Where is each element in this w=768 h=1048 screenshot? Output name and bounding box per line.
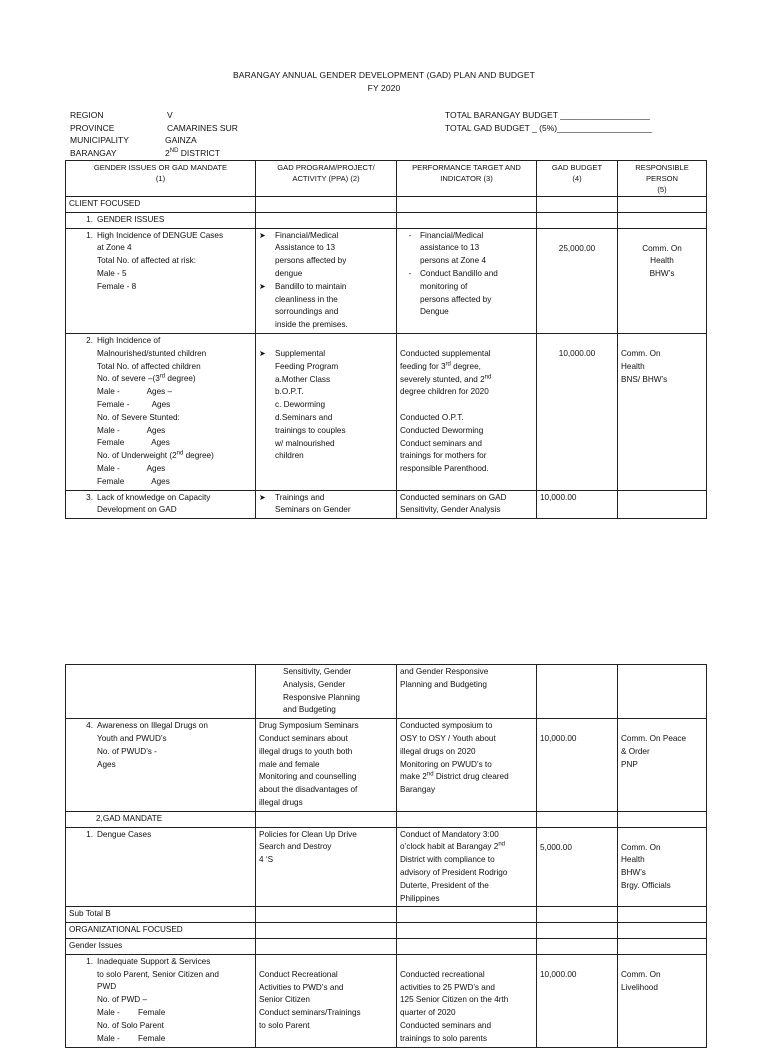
person-cell: Comm. On Health BHW’s	[618, 228, 707, 333]
total-barangay-budget: TOTAL BARANGAY BUDGET ___________________	[445, 110, 650, 120]
ppa-cell: ➤ Supplemental Feeding Program a.Mother Class b.O.P.T. c. Deworming d.Seminars and trainings to couples w/ malnourished children	[256, 333, 397, 490]
ppa-cell: ➤ Financial/Medical Assistance to 13 persons affected by dengue ➤ Bandillo to maintain cleanliness in the sorroundings and inside the premises.	[256, 228, 397, 333]
document-year: FY 2020	[367, 83, 401, 93]
ppa-cell: Conduct Recreational Activities to PWD’s and Senior Citizen Conduct seminars/Trainings to solo Parent	[256, 954, 397, 1047]
province-value: CAMARINES SUR	[167, 122, 238, 133]
target-cell: Conducted seminars on GAD Sensitivity, Gender Analysis	[397, 490, 537, 519]
header-gad-budget: GAD BUDGET (4)	[537, 161, 618, 197]
ppa-cell: Policies for Clean Up Drive Search and Destroy 4 ‘S	[256, 827, 397, 907]
issue-cell: 4. Awareness on Illegal Drugs on Youth and PWUD’s No. of PWUD’s - Ages	[66, 719, 256, 812]
budget-cell: 5,000.00	[537, 827, 618, 907]
header-performance-target: PERFORMANCE TARGET AND INDICATOR (3)	[397, 161, 537, 197]
ppa-cell: ➤ Trainings and Seminars on Gender	[256, 490, 397, 519]
header-gender-issues: GENDER ISSUES OR GAD MANDATE (1)	[66, 161, 256, 197]
budget-cell: 25,000.00	[537, 228, 618, 333]
province-label: PROVINCE	[70, 122, 115, 133]
table-row	[66, 954, 707, 1047]
header-ppa: GAD PROGRAM/PROJECT/ ACTIVITY (PPA) (2)	[256, 161, 397, 197]
municipality-value: GAINZA	[165, 135, 197, 145]
issue-cell: 1. Dengue Cases	[66, 827, 256, 907]
gad-plan-table-page1	[65, 160, 707, 519]
table-row	[66, 923, 707, 939]
table-row	[66, 212, 707, 228]
table-row	[66, 228, 707, 333]
table-row	[66, 811, 707, 827]
table-row	[66, 719, 707, 812]
table-row	[66, 907, 707, 923]
table-row	[66, 938, 707, 954]
client-focused-label: CLIENT FOCUSED	[66, 197, 256, 213]
table-header-row	[66, 161, 707, 197]
target-cell: Conducted recreational activities to 25 PWD’s and 125 Senior Citizen on the 4rth quarter of 2020 Conducted seminars and trainings to solo parents	[397, 954, 537, 1047]
region-value: V	[167, 110, 173, 120]
issue-cell: 1. High Incidence of DENGUE Cases at Zone 4 Total No. of affected at risk: Male - 5 Female - 8	[66, 228, 256, 333]
target-cell: Conducted symposium to OSY to OSY / Youth about illegal drugs on 2020 Monitoring on PWUD’s to make 2nd District drug cleared Barangay	[397, 719, 537, 812]
gad-plan-table-page2	[65, 664, 707, 1048]
info-block	[70, 109, 330, 159]
table-row	[66, 490, 707, 519]
region-label: REGION	[70, 110, 104, 120]
budget-cell: 10,000.00	[537, 719, 618, 812]
table-row	[66, 827, 707, 907]
gender-issues-label: Gender Issues	[66, 938, 256, 954]
table-row	[66, 197, 707, 213]
gad-mandate-label: 2,GAD MANDATE	[66, 811, 256, 827]
barangay-value: 2ND DISTRICT	[165, 147, 220, 158]
subtotal-label: Sub Total B	[66, 907, 256, 923]
issue-cell: 1. Inadequate Support & Services to solo Parent, Senior Citizen and PWD No. of PWD – Male - Female No. of Solo Parent Male - Female	[66, 954, 256, 1047]
barangay-label: BARANGAY	[70, 147, 117, 158]
ppa-cell: Sensitivity, Gender Analysis, Gender Responsive Planning and Budgeting	[256, 665, 397, 719]
table-row	[66, 665, 707, 719]
target-cell: Conduct of Mandatory 3:00 o’clock habit at Barangay 2nd District with compliance to advisory of President Rodrigo Duterte, President of the Philippines	[397, 827, 537, 907]
person-cell: Comm. On Peace & Order PNP	[618, 719, 707, 812]
budget-block	[445, 109, 745, 134]
person-cell: Comm. On Health BNS/ BHW’s	[618, 333, 707, 490]
gender-issues-label: 1. GENDER ISSUES	[66, 212, 256, 228]
total-gad-budget: TOTAL GAD BUDGET _ (5%)____________________	[445, 122, 652, 133]
municipality-label: MUNICIPALITY	[70, 135, 129, 145]
table-row	[66, 333, 707, 490]
person-cell: Comm. On Health BHW’s Brgy. Officials	[618, 827, 707, 907]
target-cell: and Gender Responsive Planning and Budgeting	[397, 665, 537, 719]
budget-cell: 10,000.00	[537, 333, 618, 490]
budget-cell: 10,000.00	[537, 490, 618, 519]
budget-cell: 10,000.00	[537, 954, 618, 1047]
ppa-cell: Drug Symposium Seminars Conduct seminars about illegal drugs to youth both male and female Monitoring and counselling about the disadvantages of illegal drugs	[256, 719, 397, 812]
issue-cell: 2. High Incidence of Malnourished/stunted children Total No. of affected children No. of severe –(3rd degree) Male - Ages – Female - Ages No. of Severe Stunted: Male - Ages Female Ages No. of Underweight (2nd degree) Male - Ages Female Ages	[66, 333, 256, 490]
target-cell: - Financial/Medical assistance to 13 persons at Zone 4 - Conduct Bandillo and monitoring of persons affected by Dengue	[397, 228, 537, 333]
issue-cell: 3. Lack of knowledge on Capacity Development on GAD	[66, 490, 256, 519]
org-focused-label: ORGANIZATIONAL FOCUSED	[66, 923, 256, 939]
header-responsible-person: RESPONSIBLE PERSON (5)	[618, 161, 707, 197]
person-cell: Comm. On Livelihood	[618, 954, 707, 1047]
target-cell: Conducted supplemental feeding for 3rd degree, severely stunted, and 2nd degree children for 2020 Conducted O.P.T. Conducted Deworming Conduct seminars and trainings for mothers for responsible Parenthood.	[397, 333, 537, 490]
document-title: BARANGAY ANNUAL GENDER DEVELOPMENT (GAD) PLAN AND BUDGET	[233, 70, 535, 80]
